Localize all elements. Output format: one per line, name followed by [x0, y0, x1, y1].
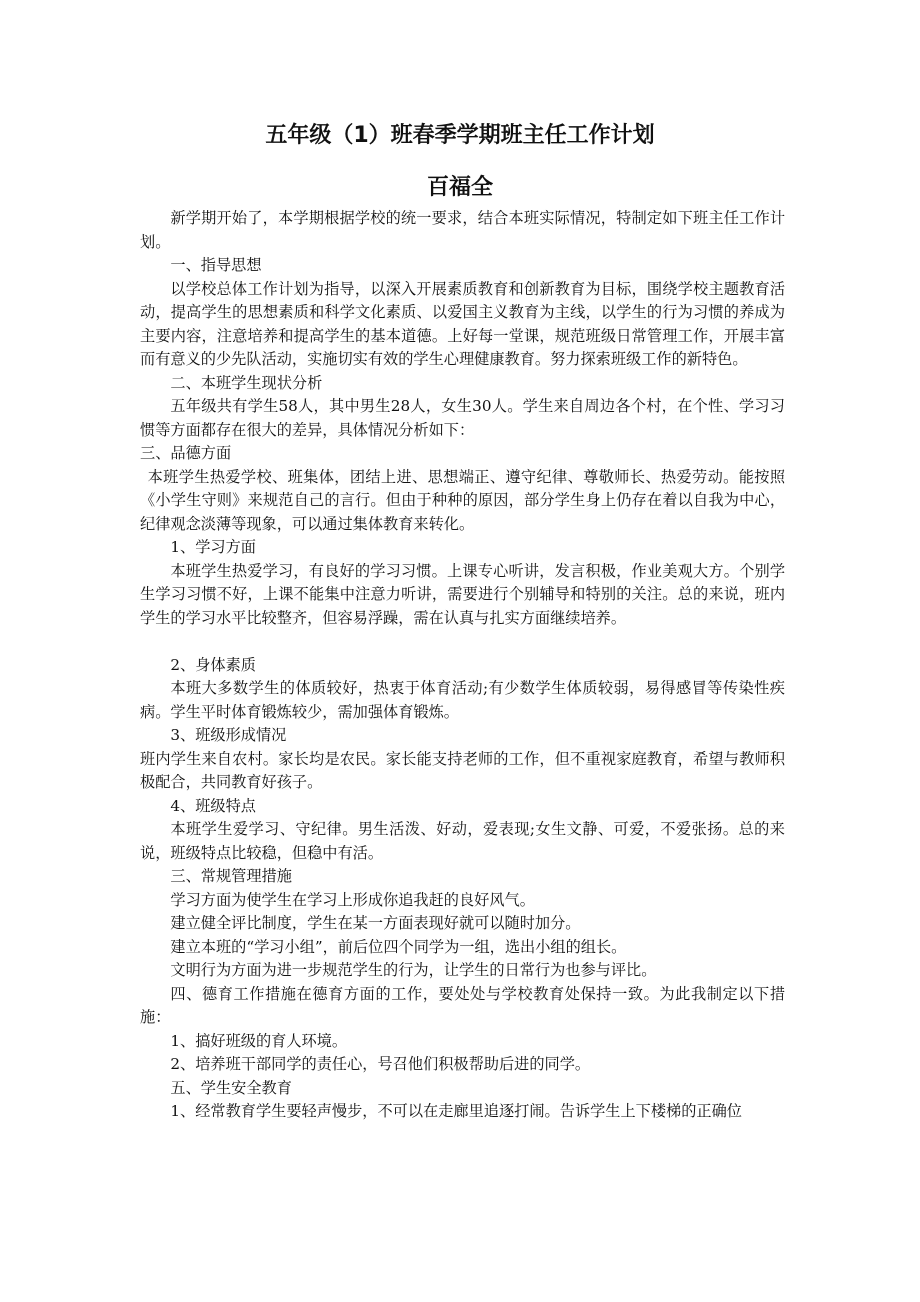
paragraph: 本班学生热爱学习，有良好的学习习惯。上课专心听讲，发言积极，作业美观大方。个别学生学习习惯不好，上课不能集中注意力听讲，需要进行个别辅导和特别的关注。总的来说，班内学生的学习水平比较整齐，但容易浮躁，需在认真与扎实方面继续培养。	[140, 561, 785, 627]
section-heading: 三、品德方面	[140, 444, 232, 462]
paragraph: 以学校总体工作计划为指导，以深入开展素质教育和创新教育为目标，围绕学校主题教育活动，提高学生的思想素质和科学文化素质、以爱国主义教育为主线，以学生的行为习惯的养成为主要内容，注意培养和提高学生的基本道德。上好每一堂课，规范班级日常管理工作，开展丰富而有意义的少先队活动，实施切实有效的学生心理健康教育。努力探索班级工作的新特色。	[140, 279, 785, 368]
list-item: 2、培养班干部同学的责任心，号召他们积极帮助后进的同学。	[170, 1055, 591, 1073]
document-body	[140, 207, 785, 1124]
document-title: 五年级（1）班春季学期班主任工作计划	[265, 123, 655, 148]
subsection-heading: 2、身体素质	[170, 655, 256, 674]
list-item: 建立本班的“学习小组”，前后位四个同学为一组，选出小组的组长。	[170, 937, 627, 956]
section-heading: 一、指导思想	[170, 256, 262, 274]
paragraph: 1、经常教育学生要轻声慢步，不可以在走廊里追逐打闹。告诉学生上下楼梯的正确位	[170, 1102, 742, 1120]
subsection-heading: 4、班级特点	[170, 796, 256, 815]
document-author: 百福全	[426, 175, 493, 200]
list-item: 学习方面为使学生在学习上形成你追我赶的良好风气。	[170, 890, 535, 909]
section-heading: 四、德育工作措施在德育方面的工作，要处处与学校教育处保持一致。为此我制定以下措施：	[140, 984, 785, 1026]
subsection-heading: 1、学习方面	[170, 538, 256, 556]
list-item: 文明行为方面为进一步规范学生的行为，让学生的日常行为也参与评比。	[170, 961, 657, 979]
paragraph: 本班学生热爱学校、班集体，团结上进、思想端正、遵守纪律、尊敬师长、热爱劳动。能按照《小学生守则》来规范自己的言行。但由于种种的原因，部分学生身上仍存在着以自我为中心，纪律观念淡薄等现象，可以通过集体教育来转化。	[140, 467, 785, 533]
section-heading: 五、学生安全教育	[170, 1078, 292, 1097]
paragraph: 本班大多数学生的体质较好，热衷于体育活动;有少数学生体质较弱，易得感冒等传染性疾病。学生平时体育锻炼较少，需加强体育锻炼。	[140, 679, 785, 721]
paragraph: 五年级共有学生58人，其中男生28人，女生30人。学生来自周边各个村，在个性、学习习惯等方面都存在很大的差异，具体情况分析如下：	[140, 397, 785, 439]
subsection-heading: 3、班级形成情况	[170, 726, 287, 744]
section-heading: 三、常规管理措施	[170, 867, 292, 885]
section-heading: 二、本班学生现状分析	[170, 373, 323, 392]
paragraph-intro: 新学期开始了，本学期根据学校的统一要求，结合本班实际情况，特制定如下班主任工作计划。	[140, 209, 785, 251]
list-item: 1、搞好班级的育人环境。	[170, 1031, 348, 1050]
paragraph: 班内学生来自农村。家长均是农民。家长能支持老师的工作，但不重视家庭教育，希望与教师积极配合，共同教育好孩子。	[140, 749, 785, 791]
paragraph: 本班学生爱学习、守纪律。男生活泼、好动，爱表现;女生文静、可爱，不爱张扬。总的来说，班级特点比较稳，但稳中有活。	[140, 820, 785, 862]
list-item: 建立健全评比制度，学生在某一方面表现好就可以随时加分。	[170, 914, 581, 932]
